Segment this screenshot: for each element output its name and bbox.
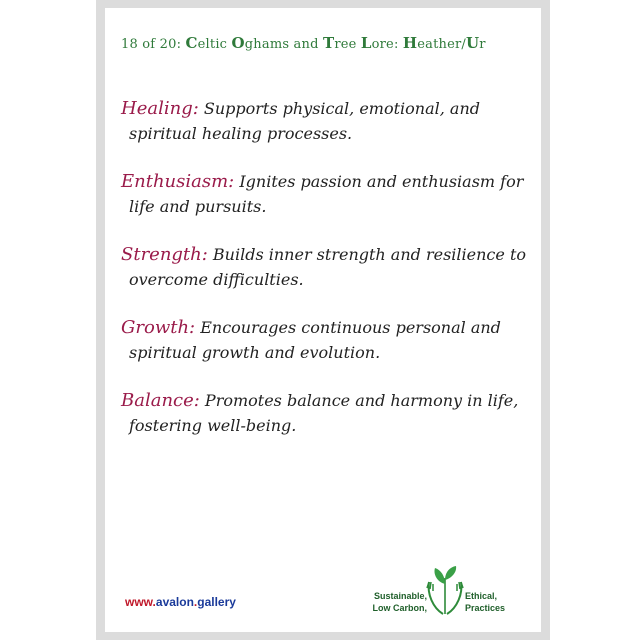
- title-word: ore:: [371, 37, 403, 52]
- sprouting-hands-icon: [425, 564, 465, 618]
- url-www: www.: [125, 595, 156, 609]
- entry-balance: [121, 388, 531, 438]
- url-dot: .: [193, 595, 198, 609]
- entry-growth: [121, 315, 531, 365]
- eco-right-text: [465, 590, 505, 614]
- url-brand: avalon: [155, 595, 194, 609]
- title-word: eltic: [197, 37, 232, 52]
- entry-text: Supports physical, emotional, and spiritual healing processes.: [129, 99, 480, 143]
- entry-list: [121, 96, 531, 461]
- eco-right-line: Practices: [465, 603, 506, 613]
- entry-term: Healing:: [121, 98, 199, 119]
- entry-text: Ignites passion and enthusiasm for life and pursuits.: [129, 172, 524, 216]
- entry-text: Encourages continuous personal and spiritual growth and evolution.: [129, 318, 501, 362]
- title-cap: C: [185, 34, 198, 52]
- eco-badge: [367, 556, 517, 618]
- card: [105, 8, 541, 632]
- entry-term: Strength:: [121, 244, 208, 265]
- entry-strength: [121, 242, 531, 292]
- eco-right-line: Ethical,: [465, 591, 498, 601]
- title-word: ghams and: [244, 37, 323, 52]
- entry-text: Promotes balance and harmony in life, fostering well-being.: [129, 391, 519, 435]
- title-word: eather/: [417, 37, 466, 52]
- title-prefix: 18 of 20:: [121, 37, 186, 52]
- eco-left-line: Sustainable,: [373, 591, 427, 601]
- website-link[interactable]: [125, 595, 236, 609]
- entry-text: Builds inner strength and resilience to overcome difficulties.: [129, 245, 527, 289]
- entry-enthusiasm: [121, 169, 531, 219]
- eco-left-line: Low Carbon,: [372, 603, 427, 613]
- url-tld: gallery: [197, 595, 236, 609]
- title-cap: H: [402, 34, 418, 52]
- title-cap: T: [322, 34, 335, 52]
- entry-term: Balance:: [121, 390, 200, 411]
- entry-term: Growth:: [121, 317, 196, 338]
- entry-healing: [121, 96, 531, 146]
- eco-left-text: [367, 590, 427, 614]
- title-word: r: [479, 37, 486, 52]
- title-cap: U: [465, 34, 480, 52]
- title-cap: L: [360, 34, 372, 52]
- entry-term: Enthusiasm:: [121, 171, 235, 192]
- card-title: [121, 34, 531, 52]
- title-word: ree: [334, 37, 361, 52]
- title-cap: O: [231, 34, 245, 52]
